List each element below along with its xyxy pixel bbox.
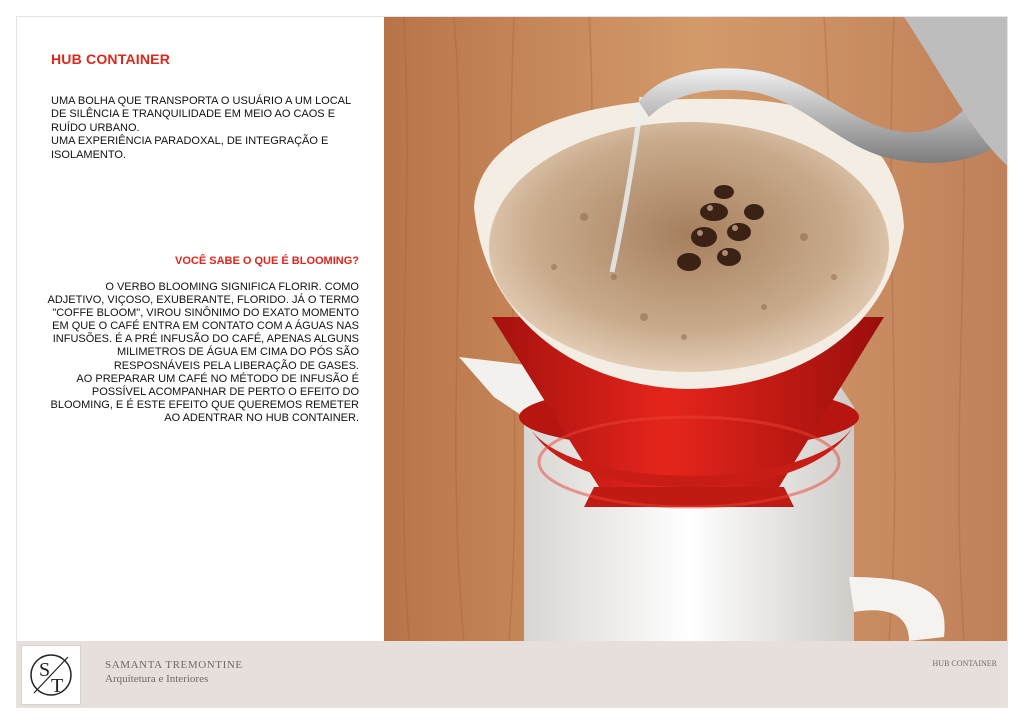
body-paragraph: O VERBO BLOOMING SIGNIFICA FLORIR. COMO ADJETIVO, VIÇOSO, EXUBERANTE, FLORIDO. JÁ O TERMO "COFFE BLOOM", VIROU SINÔNIMO DO EXATO MOMENTO EM QUE O CAFÉ ENTRA EM CONTATO COM A ÁGUAS NAS INFUSÕES. É A PRÉ INFUSÃO DO CAFÉ, APENAS ALGUNS MILIMETROS DE ÁGUA EM CIMA DO PÓS SÃO RESPOSNÁVEIS PELA LIBERAÇÃO DE GASES. [47,281,359,372]
intro-line: UMA EXPERIÊNCIA PARADOXAL, DE INTEGRAÇÃO E ISOLAMENTO. [51,135,329,161]
coffee-photo [384,17,1008,641]
footer-section-label: HUB CONTAINER [932,659,997,668]
intro-text [51,95,363,162]
brand-name: SAMANTA TREMONTINE [105,659,243,671]
logo [21,645,81,705]
brand-subtitle: Arquitetura e Interiores [105,673,209,685]
document-page [16,16,1008,708]
footer-bar [17,641,1008,708]
monogram-logo-icon [22,646,80,704]
body-text [47,281,359,425]
intro-line: UMA BOLHA QUE TRANSPORTA O USUÁRIO A UM LOCAL DE SILÊNCIA E TRANQUILIDADE EM MEIO AO CAOS E RUÍDO URBANO. [51,95,351,134]
logo-letter-t: T [51,675,64,697]
page-title: HUB CONTAINER [51,51,171,67]
body-paragraph: AO PREPARAR UM CAFÉ NO MÉTODO DE INFUSÃO É POSSÍVEL ACOMPANHAR DE PERTO O EFEITO DO BLOOMING, E É ESTE EFEITO QUE QUEREMOS REMETER AO ADENTRAR NO HUB CONTAINER. [50,372,359,424]
coffee-pour-over-illustration [384,17,1008,641]
logo-letter-s: S [39,659,51,681]
blooming-question: VOCÊ SABE O QUE É BLOOMING? [175,255,359,267]
